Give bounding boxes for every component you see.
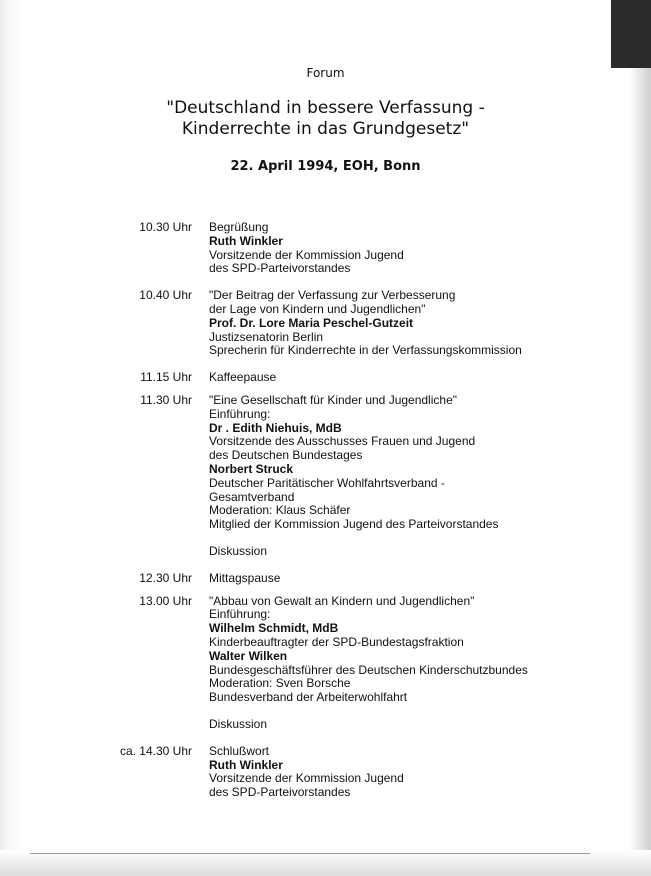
- entry-lines: [209, 572, 651, 586]
- entry-speaker: Dr . Edith Niehuis, MdB: [209, 420, 342, 435]
- entry-time: 11.30 Uhr: [140, 392, 192, 407]
- entry-lines: [209, 745, 651, 800]
- entry-line: Diskussion: [209, 716, 268, 731]
- entry-spacer: [209, 532, 651, 545]
- entry-line: Diskussion: [209, 543, 268, 558]
- entry-time: 12.30 Uhr: [139, 570, 192, 585]
- entry-line: des SPD-Parteivorstandes: [209, 785, 351, 800]
- entry-lines: [209, 394, 651, 559]
- scan-bottom-line: [30, 853, 590, 854]
- date-place: 22. April 1994, EOH, Bonn: [230, 159, 421, 174]
- entry-line: Schlußwort: [209, 743, 270, 758]
- entry-line: Einführung:: [209, 607, 271, 622]
- entry-time: 10.30 Uhr: [139, 220, 192, 234]
- entry-line: "Der Beitrag der Verfassung zur Verbesserung: [209, 288, 456, 303]
- entry-line: Moderation: Sven Borsche: [209, 676, 351, 691]
- entry-speaker: Ruth Winkler: [209, 233, 283, 248]
- entry-line: Gesamtverband: [209, 489, 295, 504]
- entry-line: Begrüßung: [209, 220, 269, 234]
- entry-time: 10.40 Uhr: [139, 288, 192, 303]
- entry-line: Deutscher Paritätischer Wohlfahrtsverband -: [209, 475, 445, 490]
- entry-line: Sprecherin für Kinderrechte in der Verfassungskommission: [209, 343, 522, 358]
- program-entry: [0, 221, 651, 276]
- entry-speaker: Prof. Dr. Lore Maria Peschel-Gutzeit: [209, 315, 414, 330]
- entry-line: Moderation: Klaus Schäfer: [209, 503, 351, 518]
- entry-speaker: Walter Wilken: [209, 648, 288, 663]
- entry-lines: [209, 371, 651, 385]
- program-entry: [0, 394, 651, 559]
- entry-speaker: Norbert Struck: [209, 461, 294, 476]
- entry-lines: [209, 221, 651, 276]
- forum-label: Forum: [306, 66, 345, 80]
- entry-speaker: Ruth Winkler: [209, 757, 283, 772]
- entry-line: Justizsenatorin Berlin: [209, 329, 324, 344]
- entry-line: des Deutschen Bundestages: [209, 448, 363, 463]
- entry-line: Vorsitzende des Ausschusses Frauen und Jugend: [209, 434, 476, 449]
- entry-time: ca. 14.30 Uhr: [119, 743, 192, 758]
- entry-time: 11.15 Uhr: [140, 370, 192, 385]
- program-entry: [0, 572, 651, 586]
- entry-line: Kaffeepause: [209, 370, 277, 385]
- entry-line: Mitglied der Kommission Jugend des Parteivorstandes: [209, 517, 499, 532]
- program-entry: [0, 371, 651, 385]
- entry-line: Einführung:: [209, 406, 271, 421]
- entry-line: Vorsitzende der Kommission Jugend: [209, 771, 404, 786]
- entry-lines: [209, 289, 651, 358]
- title-line-1: "Deutschland in bessere Verfassung -: [166, 98, 485, 118]
- entry-line: Vorsitzende der Kommission Jugend: [209, 247, 404, 262]
- entry-line: Kinderbeauftragter der SPD-Bundestagsfraktion: [209, 634, 464, 649]
- title-line-2: Kinderrechte in das Grundgesetz": [181, 119, 470, 139]
- entry-line: "Abbau von Gewalt an Kindern und Jugendlichen": [209, 593, 475, 608]
- entry-time: 13.00 Uhr: [139, 593, 192, 608]
- entry-line: Bundesverband der Arbeiterwohlfahrt: [209, 690, 408, 705]
- scan-dark-corner: [611, 0, 651, 68]
- entry-line: des SPD-Parteivorstandes: [209, 261, 351, 276]
- program-entry: [0, 745, 651, 800]
- program-schedule: [0, 221, 651, 809]
- entry-line: Mittagspause: [209, 570, 281, 585]
- program-entry: [0, 595, 651, 732]
- entry-speaker: Wilhelm Schmidt, MdB: [209, 621, 339, 636]
- entry-line: Bundesgeschäftsführer des Deutschen Kinderschutzbundes: [209, 662, 528, 677]
- entry-line: der Lage von Kindern und Jugendlichen": [209, 301, 426, 316]
- entry-lines: [209, 595, 651, 732]
- program-entry: [0, 289, 651, 358]
- entry-line: "Eine Gesellschaft für Kinder und Jugendliche": [209, 392, 457, 407]
- entry-spacer: [209, 705, 651, 718]
